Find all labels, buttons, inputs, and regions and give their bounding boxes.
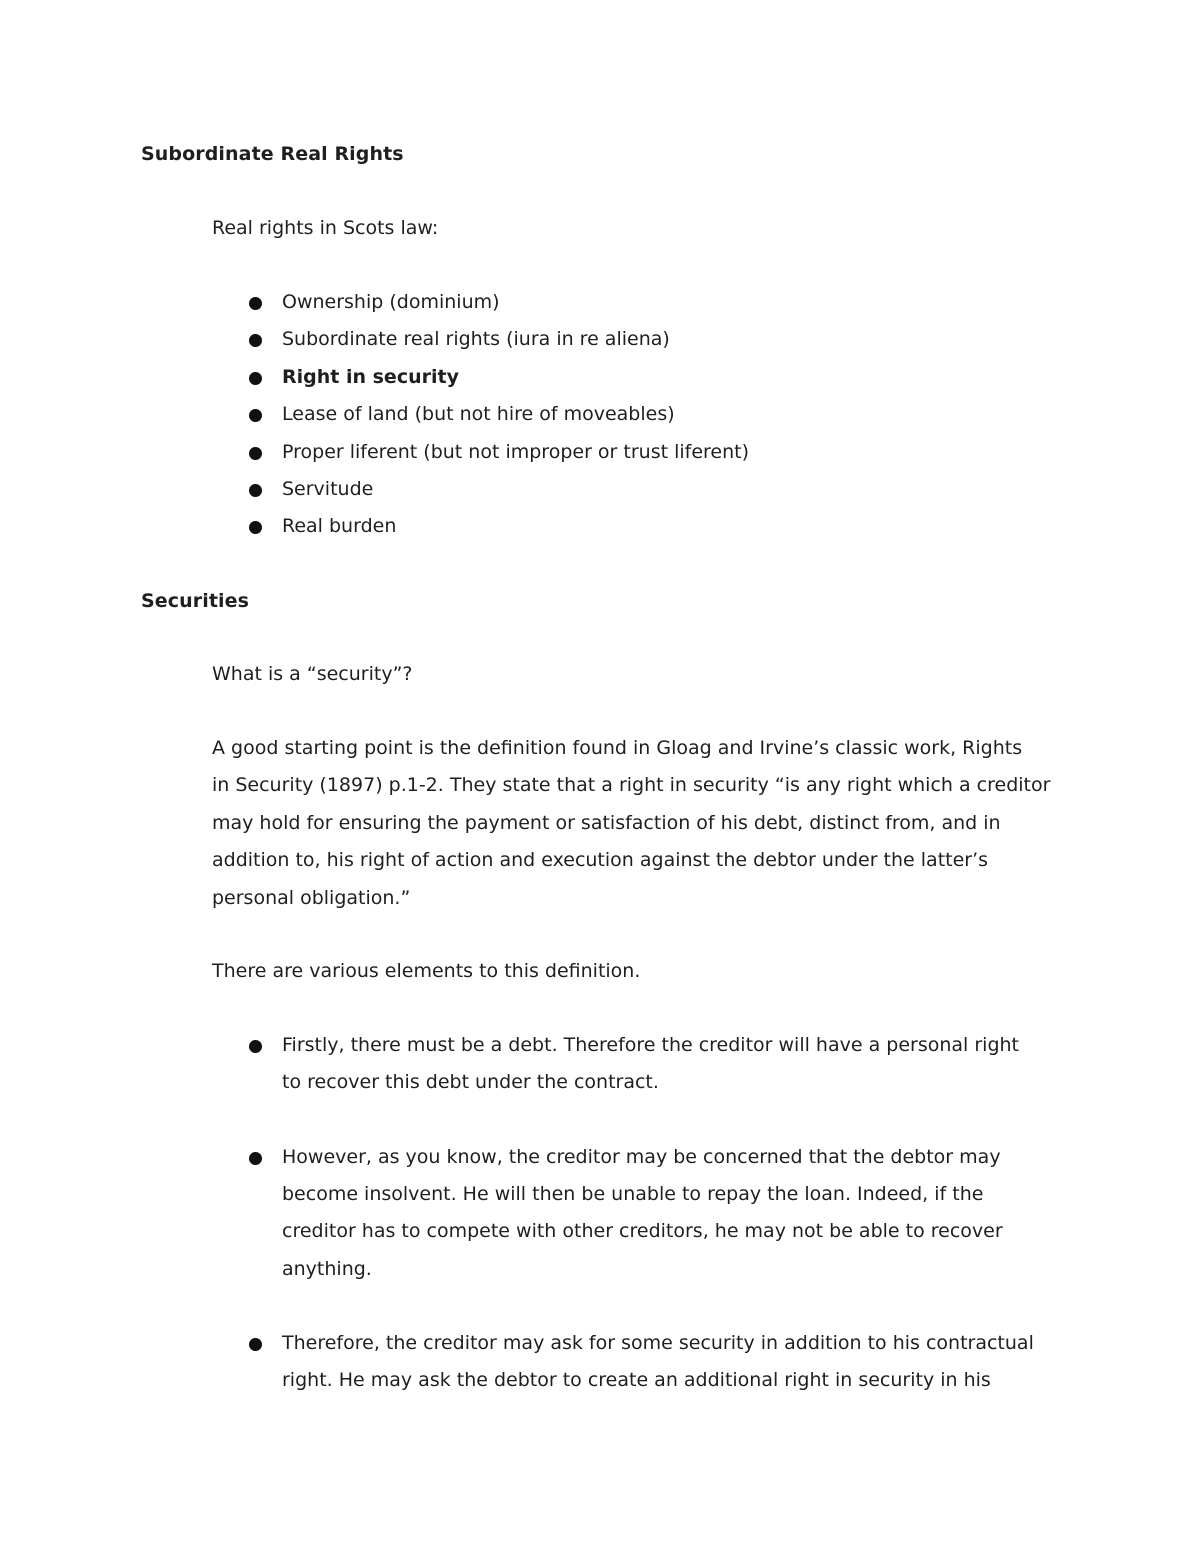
item-line: become insolvent. He will then be unable to repay the loan. Indeed, if the (282, 1183, 984, 1206)
real-rights-list (246, 284, 749, 546)
bullet-icon (249, 1338, 262, 1351)
list-item (246, 1027, 1034, 1102)
elements-list (246, 1027, 1034, 1437)
list-item: Lease of land (but not hire of moveables) (246, 396, 749, 433)
heading-subordinate-real-rights: Subordinate Real Rights (141, 143, 404, 165)
paragraph-line: addition to, his right of action and execution against the debtor under the latter’s (212, 849, 989, 872)
list-item: Ownership (dominium) (246, 284, 749, 321)
intro-text: Real rights in Scots law: (212, 217, 439, 239)
heading-securities: Securities (141, 590, 250, 612)
paragraph-line: in Security (1897) p.1-2. They state that a right in security “is any right which a creditor (212, 774, 1051, 797)
bullet-icon (249, 447, 262, 460)
item-line: Firstly, there must be a debt. Therefore the creditor will have a personal right (282, 1034, 1020, 1056)
list-item: Servitude (246, 471, 749, 508)
bullet-icon (249, 409, 262, 422)
paragraph-line: A good starting point is the definition found in Gloag and Irvine’s classic work, Rights (212, 737, 1023, 759)
item-line: However, as you know, the creditor may be concerned that the debtor may (282, 1145, 1001, 1168)
bullet-icon (249, 334, 262, 347)
bullet-icon (249, 297, 262, 310)
list-item: Subordinate real rights (iura in re aliena) (246, 321, 749, 358)
bullet-icon (249, 1040, 262, 1053)
item-line: to recover this debt under the contract. (282, 1071, 659, 1094)
paragraph-line: may hold for ensuring the payment or satisfaction of his debt, distinct from, and in (212, 811, 1001, 834)
list-item (246, 1325, 1034, 1400)
item-line: anything. (282, 1257, 372, 1280)
bullet-icon (249, 1152, 262, 1165)
list-item (246, 1139, 1034, 1289)
bullet-icon (249, 372, 262, 385)
item-line: Therefore, the creditor may ask for some security in addition to his contractual (282, 1332, 1034, 1355)
item-line: creditor has to compete with other creditors, he may not be able to recover (282, 1220, 1003, 1243)
bullet-icon (249, 521, 262, 534)
list-item: Right in security (246, 359, 749, 396)
list-item: Proper liferent (but not improper or trust liferent) (246, 434, 749, 471)
paragraph-line: personal obligation.” (212, 886, 411, 909)
bullet-icon (249, 484, 262, 497)
item-line: right. He may ask the debtor to create an additional right in security in his (282, 1369, 991, 1392)
definition-paragraph (212, 730, 1050, 917)
list-item: Real burden (246, 508, 749, 545)
elements-intro: There are various elements to this definition. (212, 960, 641, 982)
question-text: What is a “security”? (212, 663, 413, 685)
